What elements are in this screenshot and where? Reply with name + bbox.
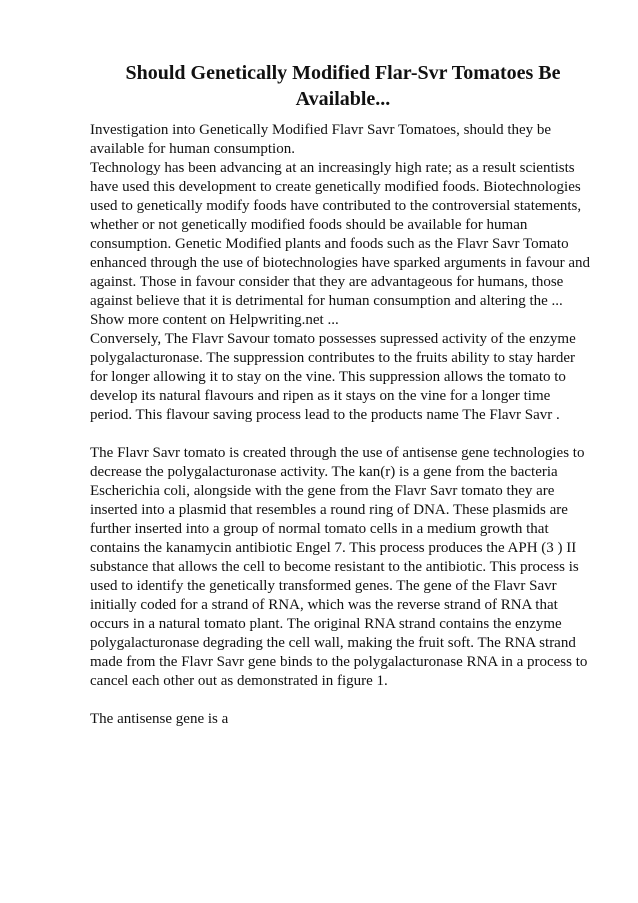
paragraph-antisense-gene: The antisense gene is a [90, 711, 229, 727]
document-body [90, 121, 590, 729]
paragraph-conversely: Conversely, The Flavr Savour tomato possesses supressed activity of the enzyme polygalacturonase. The suppression contributes to the fruits ability to stay harder for longer allowing it to stay on the vine. This suppression allows the tomato to develop its natural flavours and ripen as it stays on the vine for a longer time period. This flavour saving process lead to the products name The Flavr Savr . [90, 331, 576, 423]
paragraph-technology: Technology has been advancing at an increasingly high rate; as a result scientists have used this development to create genetically modified foods. Biotechnologies used to genetically modify foods have contributed to the controversial statements, whether or not genetically modified foods should be available for human consumption. Genetic Modified plants and foods such as the Flavr Savr Tomato enhanced through the use of biotechnologies have sparked arguments in favour and against. Those in favour consider that they are advantageous for humans, those against believe that it is detrimental for human consumption and altering the ... Show more content on Helpwriting.net ... [90, 160, 590, 328]
paragraph-intro: Investigation into Genetically Modified Flavr Savr Tomatoes, should they be available for human consumption. [90, 122, 552, 157]
paragraph-antisense-process: The Flavr Savr tomato is created through the use of antisense gene technologies to decrease the polygalacturonase activity. The kan(r) is a gene from the bacteria Escherichia coli, alongside with the gene from the Flavr Savr tomato they are inserted into a plasmid that resembles a round ring of DNA. These plasmids are further inserted into a group of normal tomato cells in a medium growth that contains the kanamycin antibiotic Engel 7. This process produces the APH (3 ) II substance that allows the cell to become resistant to the antibiotic. This process is used to identify the genetically transformed genes. The gene of the Flavr Savr initially coded for a strand of RNA, which was the reverse strand of RNA that occurs in a natural tomato plant. The original RNA strand contains the enzyme polygalacturonase degrading the cell wall, making the fruit soft. The RNA strand made from the Flavr Savr gene binds to the polygalacturonase RNA in a process to cancel each other out as demonstrated in figure 1. [90, 445, 588, 689]
document-title: Should Genetically Modified Flar-Svr Tomatoes Be Available... [125, 62, 561, 110]
